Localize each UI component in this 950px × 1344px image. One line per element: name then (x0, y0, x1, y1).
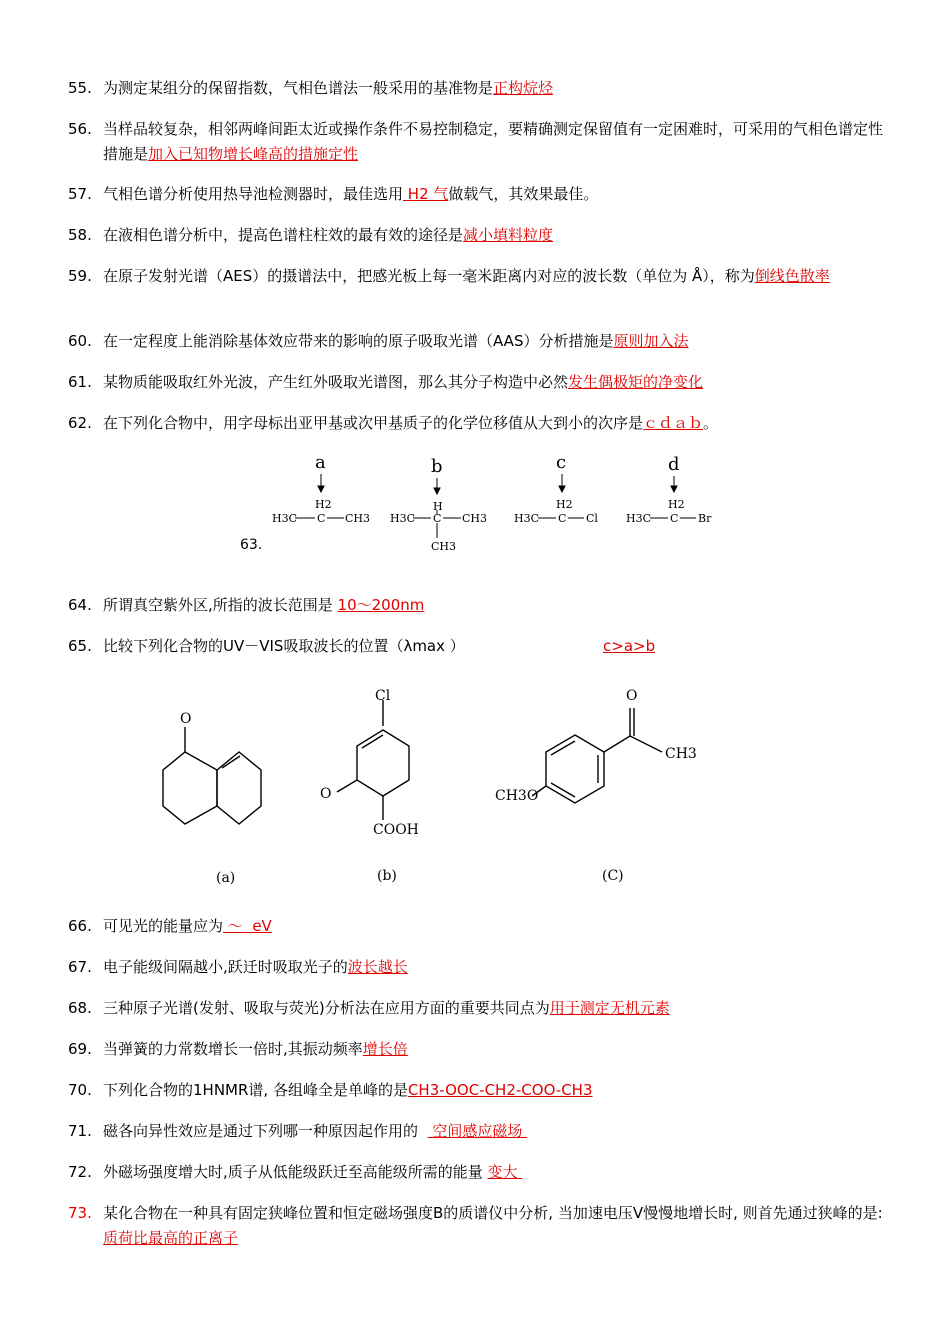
question-number: 64. (68, 596, 92, 614)
question-number: 56. (68, 120, 92, 138)
question-number: 60. (68, 332, 92, 350)
question-text: 磁各向异性效应是通过下列哪一种原因起作用的 (103, 1122, 428, 1140)
question-number: 69. (68, 1040, 92, 1058)
h3c-a: H3C (272, 512, 298, 525)
label-b: b (431, 456, 443, 477)
question-57 (68, 182, 883, 207)
question-69 (68, 1037, 883, 1062)
question-68 (68, 996, 883, 1021)
c-a: C (317, 512, 326, 525)
question-59 (68, 264, 883, 289)
c-c: C (558, 512, 567, 525)
question-number: 62. (68, 414, 92, 432)
question-62 (68, 411, 883, 436)
question-72 (68, 1160, 883, 1185)
b-oxygen: O (320, 786, 332, 802)
c-oxygen: O (626, 688, 638, 704)
question-number: 57. (68, 185, 92, 203)
question-number: 73. (68, 1204, 92, 1222)
figure-62-compounds (220, 448, 740, 560)
b-chlorine: Cl (375, 688, 391, 704)
answer-text: 发生偶极矩的净变化 (568, 373, 704, 391)
answer-text: 空间感应磁场 (427, 1122, 528, 1140)
question-text: 在一定程度上能消除基体效应带来的影响的原子吸取光谱（AAS）分析措施是 (103, 332, 614, 350)
question-66 (68, 914, 883, 939)
a-oxygen: O (180, 711, 192, 727)
question-number: 70. (68, 1081, 92, 1099)
h-b: H (433, 500, 443, 513)
h3c-c: H3C (514, 512, 540, 525)
answer-text: 增长倍 (362, 1040, 408, 1058)
question-71 (68, 1119, 883, 1144)
label-d: d (668, 454, 680, 475)
question-70 (68, 1078, 883, 1103)
question-number: 58. (68, 226, 92, 244)
question-text-tail: 做载气，其效果最佳。 (448, 185, 599, 203)
question-text: 当弹簧的力常数增长一倍时,其振动频率 (103, 1040, 363, 1058)
answer-text: 倒线色散率 (754, 267, 830, 285)
question-58 (68, 223, 883, 248)
h3c-d: H3C (626, 512, 652, 525)
question-text: 气相色谱分析使用热导池检测器时，最佳选用 (103, 185, 404, 203)
c-ch3o: CH3O (495, 788, 539, 804)
question-number: 65. (68, 637, 92, 655)
answer-text: 10～200nm (337, 596, 425, 614)
question-text-tail: 。 (703, 414, 719, 432)
question-text: 可见光的能量应为 (103, 917, 224, 935)
c-b: C (433, 512, 442, 525)
answer-text: CH3-OOC-CH2-COO-CH3 (407, 1081, 593, 1099)
question-65 (68, 634, 883, 659)
h3c-b: H3C (390, 512, 416, 525)
answer-text: H2 气 (403, 185, 449, 203)
question-text: 某物质能吸取红外光波，产生红外吸取光谱图，那么其分子构造中必然 (103, 373, 569, 391)
question-text: 某化合物在一种具有固定狭峰位置和恒定磁场强度B的质谱仪中分析, 当加速电压V慢慢地增长时, 则首先通过狭峰的是: (103, 1204, 883, 1222)
label-c: c (556, 452, 567, 473)
question-number: 67. (68, 958, 92, 976)
question-number: 66. (68, 917, 92, 935)
question-number: 55. (68, 79, 92, 97)
answer-text: 波长越长 (347, 958, 408, 976)
question-63-number: 63. (240, 537, 263, 553)
question-55 (68, 76, 883, 101)
answer-text: 原则加入法 (613, 332, 689, 350)
question-number: 71. (68, 1122, 92, 1140)
answer-text: 加入已知物增长峰高的措施定性 (148, 145, 359, 163)
question-text: 电子能级间隔越小,跃迁时吸取光子的 (103, 958, 348, 976)
ch3-b: CH3 (462, 512, 488, 525)
answer-text: ｃｄａｂ (643, 414, 704, 432)
answer-text: 变大 (487, 1163, 523, 1181)
question-text: 当样品较复杂，相邻两峰间距太近或操作条件不易控制稳定，要精确测定保留值有一定困难时，可采用的气相色谱定性措施是 (103, 120, 884, 163)
b-cooh: COOH (373, 822, 419, 838)
h2-a: H2 (315, 498, 332, 511)
question-73 (68, 1201, 883, 1251)
br-d: Br (698, 512, 712, 525)
answer-text: c>a>b (603, 637, 656, 655)
question-67 (68, 955, 883, 980)
question-text: 三种原子光谱(发射、吸取与荧光)分析法在应用方面的重要共同点为 (103, 999, 550, 1017)
answer-text: ～ eV (223, 917, 272, 935)
question-text: 下列化合物的1HNMR谱, 各组峰全是单峰的是 (103, 1081, 408, 1099)
ch3-a: CH3 (345, 512, 371, 525)
question-number: 68. (68, 999, 92, 1017)
h2-c: H2 (556, 498, 573, 511)
question-text: 在原子发射光谱（AES）的摄谱法中，把感光板上每一毫米距离内对应的波长数（单位为 Å），称为 (103, 267, 755, 285)
label-c: (C) (602, 868, 624, 884)
question-number: 72. (68, 1163, 92, 1181)
question-64 (68, 593, 883, 618)
answer-text: 正构烷烃 (493, 79, 554, 97)
answer-text: 减小填料粒度 (463, 226, 554, 244)
cl-c: Cl (586, 512, 598, 525)
question-text: 外磁场强度增大时,质子从低能级跃迁至高能级所需的能量 (103, 1163, 488, 1181)
answer-text: 质荷比最高的正离子 (103, 1229, 239, 1247)
question-number: 61. (68, 373, 92, 391)
figure-65-compounds (140, 680, 720, 890)
question-text: 比较下列化合物的UV－VIS吸取波长的位置（λmax ） (103, 637, 465, 655)
question-text: 所谓真空紫外区,所指的波长范围是 (103, 596, 338, 614)
answer-text: 用于测定无机元素 (549, 999, 670, 1017)
question-text: 在液相色谱分析中，提高色谱柱柱效的最有效的途径是 (103, 226, 464, 244)
label-b: (b) (377, 868, 397, 884)
question-text: 为测定某组分的保留指数，气相色谱法一般采用的基准物是 (103, 79, 494, 97)
question-text: 在下列化合物中，用字母标出亚甲基或次甲基质子的化学位移值从大到小的次序是 (103, 414, 644, 432)
c-ch3: CH3 (665, 746, 697, 762)
c-d: C (670, 512, 679, 525)
label-a: (a) (216, 870, 236, 886)
question-56 (68, 117, 883, 167)
question-60 (68, 329, 883, 354)
question-number: 59. (68, 267, 92, 285)
label-a: a (315, 452, 326, 473)
h2-d: H2 (668, 498, 685, 511)
question-61 (68, 370, 883, 395)
ch3-b-down: CH3 (431, 540, 457, 553)
